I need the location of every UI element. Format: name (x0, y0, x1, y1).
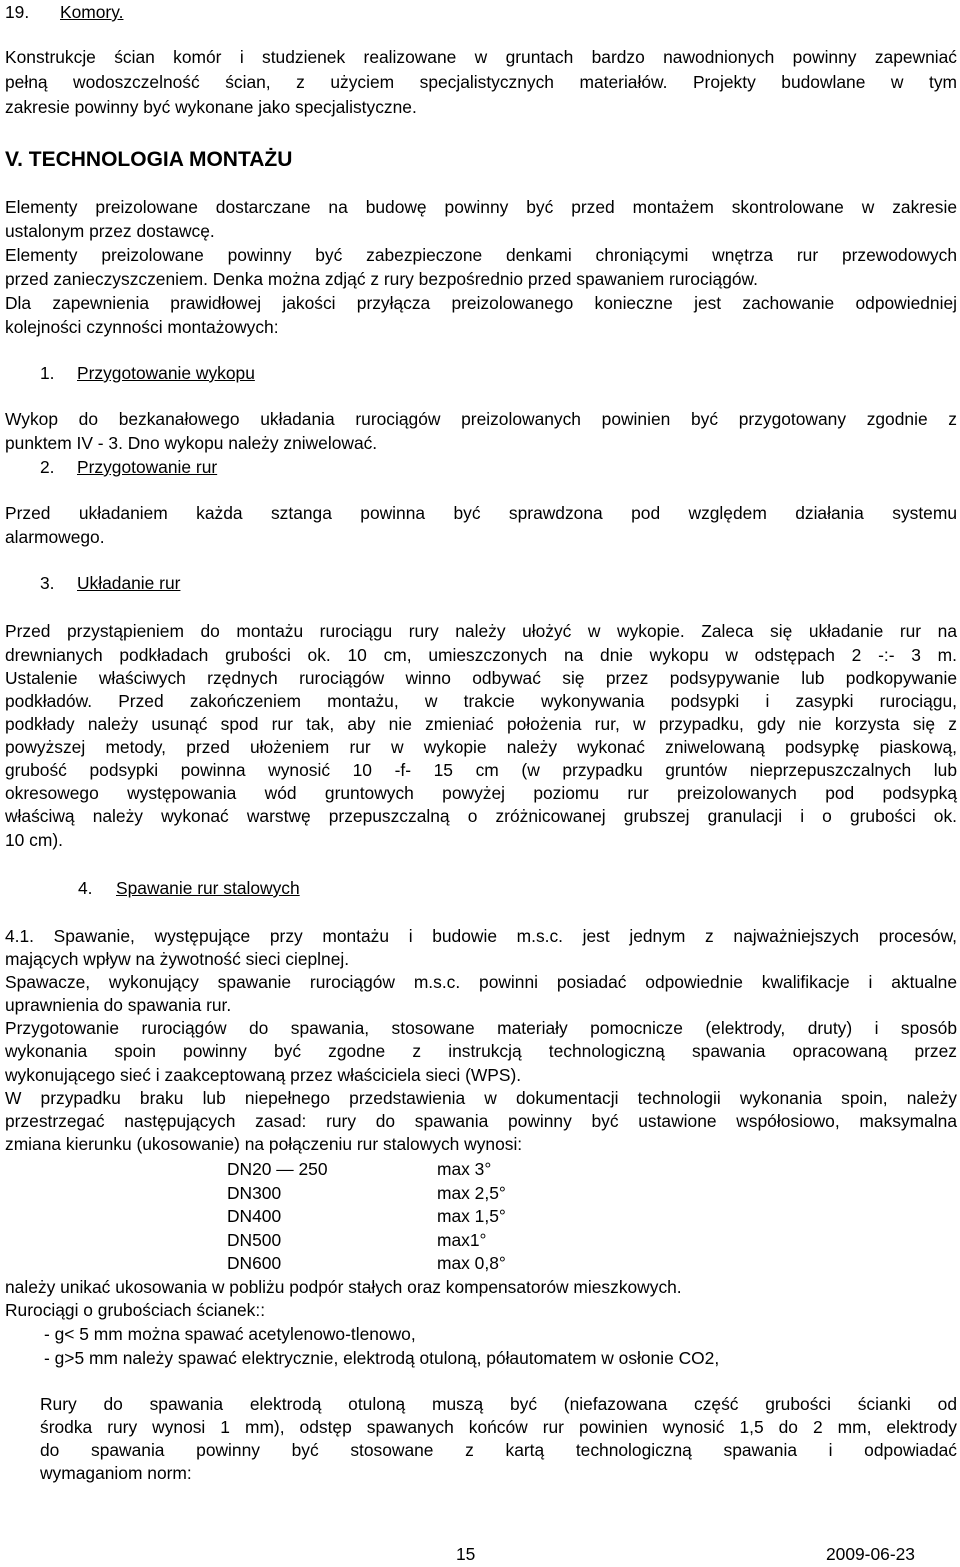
paragraph-line: należy unikać ukosowania w pobliżu podpór stałych oraz kompensatorów mieszkowych. (5, 1277, 682, 1297)
table-cell-dn: DN300 (227, 1183, 282, 1203)
paragraph-line: przestrzegać następujących zasad: rury do spawania powinny być ustawione współosiowo, maksymalna (5, 1111, 957, 1131)
table-cell-dn: DN20 — 250 (227, 1159, 328, 1179)
table-cell-max: max1° (437, 1230, 487, 1250)
paragraph-line: zmiana kierunku (ukosowanie) na połączeniu rur stalowych wynosi: (5, 1134, 523, 1154)
paragraph-line: Rurociągi o grubościach ścianek:: (5, 1300, 266, 1320)
paragraph-line: Elementy preizolowane dostarczane na budowę powinny być przed montażem skontrolowane w zakresie (5, 197, 957, 217)
paragraph-line: kolejności czynności montażowych: (5, 317, 279, 337)
step-number: 1. (40, 363, 55, 383)
paragraph-line: Przygotowanie rurociągów do spawania, stosowane materiały pomocnicze (elektrody, druty) i sposób (5, 1018, 957, 1038)
table-cell-max: max 0,8° (437, 1253, 506, 1273)
paragraph-line: ustalonym przez dostawcę. (5, 221, 215, 241)
paragraph-line: okresowego występowania wód gruntowych powyżej poziomu rur preizolowanych pod podsypką (5, 783, 957, 803)
page-number: 15 (456, 1544, 476, 1564)
paragraph-line: wykonującego sieć i zaakceptowaną przez właściciela sieci (WPS). (5, 1065, 522, 1085)
paragraph-line: wymaganiom norm: (40, 1463, 192, 1483)
paragraph-line: do spawania powinny być stosowane z kartą technologiczną spawania i odpowiadać (40, 1440, 957, 1460)
paragraph-line: grubość podsypki powinna wynosić 10 -f- 15 cm (w przypadku gruntów nieprzepuszczalnych lub (5, 760, 957, 780)
section-title: Komory. (60, 2, 124, 22)
paragraph-line: Ustalenie właściwych rzędnych rurociągów winno odbywać się przez podsypywanie lub podkopywanie (5, 668, 957, 688)
paragraph-line: Dla zapewnienia prawidłowej jakości przyłącza preizolowanego konieczne jest zachowanie odpowiedniej (5, 293, 957, 313)
paragraph-line: podkłady należy usunąć spod rur tak, aby nie zmieniać położenia rur, w przypadku, gdy nie korzysta się z (5, 714, 957, 734)
step-title: Układanie rur (77, 573, 181, 593)
step-number: 3. (40, 573, 55, 593)
footer-date: 2009-06-23 (826, 1544, 915, 1564)
paragraph-line: pełną wodoszczelność ścian, z użyciem specjalistycznych materiałów. Projekty budowlane w tym (5, 72, 957, 92)
paragraph-line: podkładów. Przed zakończeniem montażu, w trakcie wykonywania podsypki i zasypki rurociągu, (5, 691, 957, 711)
paragraph-line: Spawacze, wykonujący spawanie rurociągów m.s.c. powinni posiadać odpowiednie kwalifikacje i aktualne (5, 972, 957, 992)
paragraph-line: 4.1. Spawanie, występujące przy montażu i budowie m.s.c. jest jednym z najważniejszych procesów, (5, 926, 957, 946)
paragraph-line: Elementy preizolowane powinny być zabezpieczone denkami chroniącymi wnętrza rur przewodowych (5, 245, 957, 265)
table-cell-dn: DN400 (227, 1206, 282, 1226)
step-title: Przygotowanie wykopu (77, 363, 255, 383)
paragraph-line: Przed układaniem każda sztanga powinna być sprawdzona pod względem działania systemu (5, 503, 957, 523)
paragraph-line: punktem IV - 3. Dno wykopu należy zniwelować. (5, 433, 378, 453)
paragraph-line: 10 cm). (5, 830, 63, 850)
paragraph-line: Przed przystąpieniem do montażu rurociągu rury należy ułożyć w wykopie. Zaleca się układanie rur na (5, 621, 957, 641)
paragraph-line: powyższej metody, przed ułożeniem rur w wykopie należy wykonać zniwelowaną podsypkę piaskową, (5, 737, 957, 757)
step-title: Spawanie rur stalowych (116, 878, 300, 898)
section-number: 19. (5, 2, 30, 22)
paragraph-line: alarmowego. (5, 527, 105, 547)
table-cell-max: max 1,5° (437, 1206, 506, 1226)
paragraph-line: Wykop do bezkanałowego układania rurociągów preizolowanych powinien być przygotowany zgodnie z (5, 409, 957, 429)
paragraph-line: W przypadku braku lub niepełnego przedstawienia w dokumentacji technologii wykonania spoin, należy (5, 1088, 957, 1108)
step-number: 2. (40, 457, 55, 477)
paragraph-line: właściwą należy wykonać warstwę przepuszczalną o zróżnicowanej grubszej granulacji i o grubości ok. (5, 806, 957, 826)
paragraph-line: uprawnienia do spawania rur. (5, 995, 232, 1015)
table-cell-max: max 2,5° (437, 1183, 506, 1203)
paragraph-line: wykonania spoin powinny być zgodne z instrukcją technologiczną spawania opracowaną przez (5, 1041, 957, 1061)
table-cell-max: max 3° (437, 1159, 492, 1179)
step-title: Przygotowanie rur (77, 457, 218, 477)
list-item: - g>5 mm należy spawać elektrycznie, elektrodą otuloną, półautomatem w osłonie CO2, (44, 1348, 720, 1368)
paragraph-line: mających wpływ na żywotność sieci cieplnej. (5, 949, 350, 969)
list-item: - g< 5 mm można spawać acetylenowo-tlenowo, (44, 1324, 416, 1344)
paragraph-line: Rury do spawania elektrodą otuloną muszą być (niefazowana część grubości ścianki od (40, 1394, 957, 1414)
paragraph-line: Konstrukcje ścian komór i studzienek realizowane w gruntach bardzo nawodnionych powinny zapewniać (5, 47, 957, 67)
paragraph-line: przed zanieczyszczeniem. Denka można zdjąć z rury bezpośrednio przed spawaniem rurociągów. (5, 269, 758, 289)
paragraph-line: drewnianych podkładach grubości ok. 10 cm, umieszczonych na dnie wykopu w odstępach 2 -:- 3 m. (5, 645, 957, 665)
paragraph-line: środka rury wynosi 1 mm), odstęp spawanych końców rur powinien wynosić 1,5 do 2 mm, elektrody (40, 1417, 957, 1437)
chapter-heading: V. TECHNOLOGIA MONTAŻU (5, 148, 293, 171)
step-number: 4. (78, 878, 93, 898)
paragraph-line: zakresie powinny być wykonane jako specjalistyczne. (5, 97, 417, 117)
table-cell-dn: DN600 (227, 1253, 282, 1273)
table-cell-dn: DN500 (227, 1230, 282, 1250)
